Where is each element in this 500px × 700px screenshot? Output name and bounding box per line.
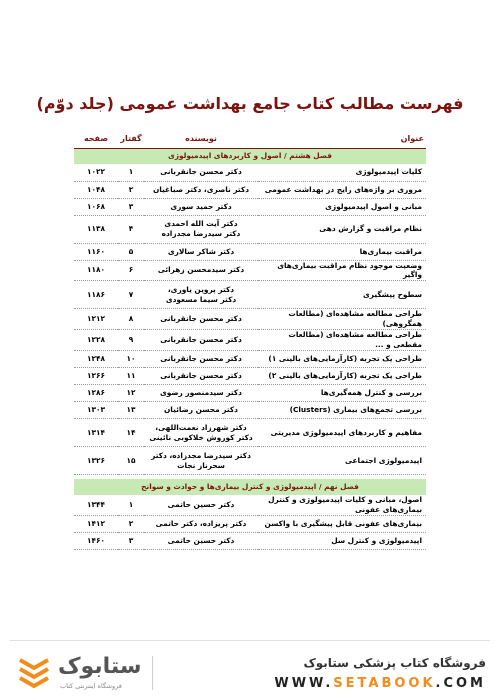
table-row [74,351,426,368]
row-chapter: ۱۴ [118,419,144,447]
author-line: دکتر سیدرضا مجدزاده، دکتر [151,450,251,460]
row-title: اصول، مبانی و کلیات اپیدمیولوژی و کنترل بیماری‌های عفونی [258,495,426,515]
page-title: فهرست مطالب کتاب جامع بهداشت عمومی (جلد دوّم) [36,94,464,113]
author-line: دکتر سیدمحسن زهرائی [157,265,245,275]
row-author [144,368,258,385]
row-page: ۱۱۸۰ [74,260,118,281]
row-title: طراحی یک تجربه (کارآزمایی‌های بالینی ۲) [258,368,426,385]
author-line: دکتر محسن رضائیان [164,405,238,415]
contents-table [74,132,426,550]
row-title: بیماری‌های عفونی قابل پیشگیری با واکسن [258,515,426,532]
author-line: دکتر محسن جانقربانی [160,167,242,177]
row-author [144,164,258,181]
author-line: دکتر آیت الله احمدی [164,219,238,229]
row-author [144,243,258,260]
row-title: وضعیت موجود نظام مراقبت بیماری‌های واگیر [258,260,426,281]
section-heading-row [74,148,426,164]
row-chapter: ۷ [118,281,144,309]
url-suffix: .COM [435,676,486,691]
table-row [74,532,426,549]
row-page: ۱۰۴۸ [74,181,118,198]
row-chapter: ۱۱ [118,368,144,385]
footer-divider [10,640,490,641]
header-chapter: گفتار [118,132,144,148]
row-chapter: ۳ [118,532,144,549]
row-page: ۱۳۰۳ [74,402,118,419]
table-row [74,495,426,515]
row-page: ۱۱۳۸ [74,215,118,243]
row-chapter: ۱ [118,164,144,181]
row-author [144,419,258,447]
row-title: طراحی مطالعه مشاهده‌ای (مطالعات مقطعی و ... [258,330,426,351]
row-author [144,198,258,215]
table-row [74,368,426,385]
row-page: ۱۲۸۶ [74,385,118,402]
row-author [144,215,258,243]
row-chapter: ۴ [118,215,144,243]
table-header-row [74,132,426,148]
row-title: طراحی یک تجربه (کارآزمایی‌های بالینی ۱) [258,351,426,368]
author-line: دکتر حسین حاتمی [167,535,235,545]
row-author [144,385,258,402]
row-page: ۱۲۲۸ [74,330,118,351]
row-author [144,281,258,309]
row-title: سطوح پیشگیری [258,281,426,309]
row-author [144,495,258,515]
row-chapter: ۱۲ [118,385,144,402]
table-row [74,402,426,419]
author-line: دکتر سیما مسعودی [165,294,237,304]
row-page: ۱۲۱۲ [74,309,118,330]
table-row [74,385,426,402]
table-row [74,164,426,181]
store-footer [0,640,500,700]
row-author [144,351,258,368]
author-line: دکتر محسن جانقربانی [160,314,242,324]
logo-tagline: فروشگاه اینترنتی کتاب [60,682,122,690]
row-page: ۱۲۶۶ [74,368,118,385]
header-page: صفحه [74,132,118,148]
row-chapter: ۲ [118,515,144,532]
row-page: ۱۱۸۶ [74,281,118,309]
author-line: دکتر سیدمنصور رضوی [160,388,242,398]
store-logo [14,654,154,694]
row-chapter: ۳ [118,198,144,215]
author-line: دکتر حسین حاتمی [167,499,235,509]
row-title: مفاهیم و کاربردهای اپیدمیولوژی مدیریتی [258,419,426,447]
row-chapter: ۹ [118,330,144,351]
row-page: ۱۳۲۶ [74,447,118,475]
table-row [74,198,426,215]
row-author [144,532,258,549]
store-url[interactable] [274,676,486,691]
footer-separator [152,656,153,690]
author-line: دکتر محسن جانقربانی [160,354,242,364]
row-author [144,260,258,281]
section-heading: فصل هشتم / اصول و کاربردهای اپیدمیولوژی [74,148,426,164]
row-chapter: ۱۰ [118,351,144,368]
row-title: مبانی و اصول اپیدمیولوژی [258,198,426,215]
section-heading-row [74,479,426,495]
row-title: اپیدمیولوژی اجتماعی [258,447,426,475]
table-row [74,260,426,281]
store-name: فروشگاه کتاب پزشکی ستابوک [303,656,486,670]
row-author [144,181,258,198]
author-line: دکتر حمید سوری [170,201,232,211]
row-page: ۱۴۶۰ [74,532,118,549]
row-author [144,515,258,532]
row-author [144,447,258,475]
row-title: بررسی تجمع‌های بیماری (Clusters) [258,402,426,419]
author-line: دکتر محسن جانقربانی [160,371,242,381]
row-author [144,330,258,351]
author-line: دکتر ناصری، دکتر صباغیان [152,184,250,194]
author-line: دکتر سیدرضا مجدزاده [161,229,241,238]
author-line: سحرناز نجات [177,460,225,470]
row-title: نظام مراقبت و گزارش دهی [258,215,426,243]
author-line: دکتر شاکر سالاری [167,246,235,256]
row-chapter: ۶ [118,260,144,281]
row-chapter: ۱۵ [118,447,144,475]
row-page: ۱۳۴۴ [74,495,118,515]
row-page: ۱۰۲۲ [74,164,118,181]
table-row [74,515,426,532]
author-line: دکتر پروین یاوری، [167,284,235,294]
author-line: دکتر شهرزاد نعمت‌اللهی، [155,422,247,432]
logo-wordmark: ستابوک [58,654,142,679]
table-row [74,330,426,351]
row-author [144,402,258,419]
row-title: اپیدمیولوژی و کنترل سل [258,532,426,549]
table-row [74,281,426,309]
row-title: کلیات اپیدمیولوژی [258,164,426,181]
row-title: مروری بر واژه‌های رایج در بهداشت عمومی [258,181,426,198]
row-page: ۱۴۱۲ [74,515,118,532]
row-page: ۱۱۶۰ [74,243,118,260]
row-page: ۱۲۴۸ [74,351,118,368]
logo-chevrons-icon [14,654,54,688]
author-line: دکتر پریزاده، دکتر حاتمی [155,518,247,528]
table-row [74,309,426,330]
row-title: مراقبت بیماری‌ها [258,243,426,260]
table-row [74,215,426,243]
row-chapter: ۲ [118,181,144,198]
row-chapter: ۱ [118,495,144,515]
url-domain: SETABOOK [333,676,436,691]
row-title: بررسی و کنترل همه‌گیری‌ها [258,385,426,402]
row-page: ۱۳۱۴ [74,419,118,447]
row-chapter: ۱۳ [118,402,144,419]
row-page: ۱۰۶۸ [74,198,118,215]
section-heading: فصل نهم / اپیدمیولوژی و کنترل بیماری‌ها و حوادث و سوانح [74,479,426,495]
row-chapter: ۵ [118,243,144,260]
header-title: عنوان [258,132,426,148]
contents-body [74,148,426,549]
table-row [74,181,426,198]
table-row [74,447,426,475]
header-author: نویسنده [144,132,258,148]
table-row [74,243,426,260]
row-author [144,309,258,330]
row-chapter: ۸ [118,309,144,330]
table-row [74,419,426,447]
row-title: طراحی مطالعه مشاهده‌ای (مطالعات همگروهی) [258,309,426,330]
url-prefix: WWW. [274,676,334,691]
author-line: دکتر کوروش خلاکوبی نائینی [149,432,253,442]
author-line: دکتر محسن جانقربانی [160,335,242,345]
